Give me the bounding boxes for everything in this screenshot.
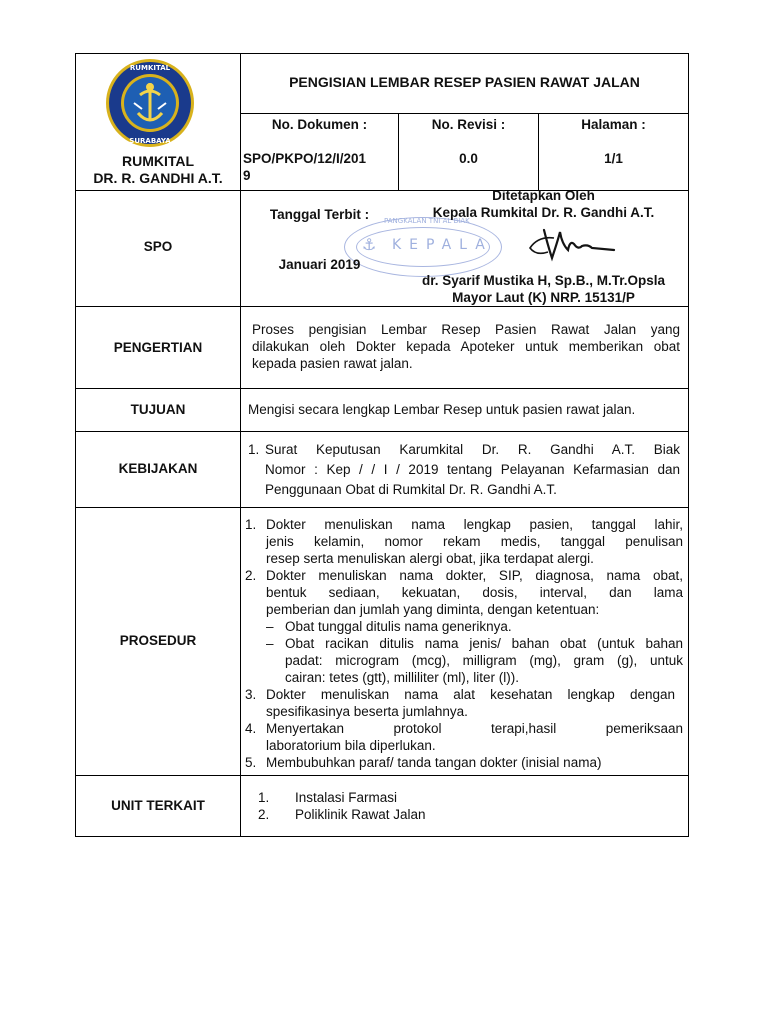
prosedur-label: PROSEDUR — [119, 633, 197, 648]
approval-heading: Ditetapkan Oleh Kepala Rumkital Dr. R. Gandhi A.T. — [432, 188, 655, 220]
revision-label: No. Revisi : — [431, 117, 506, 132]
unit-terkait-list: 1. Instalasi Farmasi 2. Poliklinik Rawat Jalan — [258, 790, 426, 822]
spo-label: SPO — [143, 239, 173, 254]
signer-block — [399, 272, 688, 306]
kebijakan-list: 1. Surat Keputusan Karumkital Dr. R. Gandhi A.T. Biak Nomor : Kep / / I / 2019 tentang Pelayanan Kefarmasian dan Penggunaan Obat di Rumkital Dr. R. Gandhi A.T. — [248, 442, 680, 497]
revision-value: 0.0 — [459, 151, 478, 166]
unit-terkait-label: UNIT TERKAIT — [111, 798, 205, 813]
kebijakan-label: KEBIJAKAN — [118, 461, 198, 476]
svg-text:SURABAYA: SURABAYA — [129, 137, 171, 145]
hospital-name: RUMKITAL DR. R. GANDHI A.T. — [93, 153, 223, 186]
signer-rank: Mayor Laut (K) NRP. 15131/P — [452, 290, 635, 305]
page-label: Halaman : — [581, 117, 646, 132]
official-stamp: PANGKALAN TNI AL BIAK KEPALA ⚓ — [344, 217, 504, 279]
tujuan-label: TUJUAN — [130, 402, 186, 417]
page-value: 1/1 — [604, 151, 623, 166]
issue-date-value: Januari 2019 — [278, 257, 361, 272]
tujuan-text: Mengisi secara lengkap Lembar Resep untuk pasien rawat jalan. — [248, 402, 636, 417]
pengertian-label: PENGERTIAN — [113, 340, 203, 355]
signature — [508, 222, 618, 268]
issue-date-label: Tanggal Terbit : — [269, 207, 370, 222]
doc-number-label: No. Dokumen : — [271, 117, 368, 132]
svg-text:RUMKITAL: RUMKITAL — [129, 64, 171, 72]
signer-name: dr. Syarif Mustika H, Sp.B., M.Tr.Opsla — [421, 273, 666, 288]
anchor-icon: ⚓ — [362, 235, 377, 254]
hospital-logo — [104, 57, 196, 149]
doc-number-value: SPO/PKPO/12/I/201 9 — [243, 151, 367, 183]
prosedur-list: 1. Dokter menuliskan nama lengkap pasien, tanggal lahir, jenis kelamin, nomor rekam medis, tanggal penulisan resep serta menuliskan alergi obat, jika terdapat alergi. 2. Dokter menuliskan nama dokter, SIP, diagnosa, nama obat, bentuk sediaan, kekuatan, dosis, interval, dan lama pemberian dan jumlah yang diminta, dengan ketentuan: – Obat tunggal ditulis nama generiknya. – Obat racikan ditulis nama jenis/ bahan obat (untuk bahan padat: microgram (mcg), milligram (mg), gram (g), untuk cairan: tetes (gtt), milliliter (ml), liter (l)). 3. Dokter menuliskan nama alat kesehatan lengkap dengan spesifikasinya beserta jumlahnya. 4. Menyertakan protokol terapi,hasil pemeriksaan laboratorium bila diperlukan. 5. Membubuhkan paraf/ tanda tangan dokter (inisial nama) — [245, 517, 683, 770]
document-title: PENGISIAN LEMBAR RESEP PASIEN RAWAT JALAN — [289, 74, 640, 90]
